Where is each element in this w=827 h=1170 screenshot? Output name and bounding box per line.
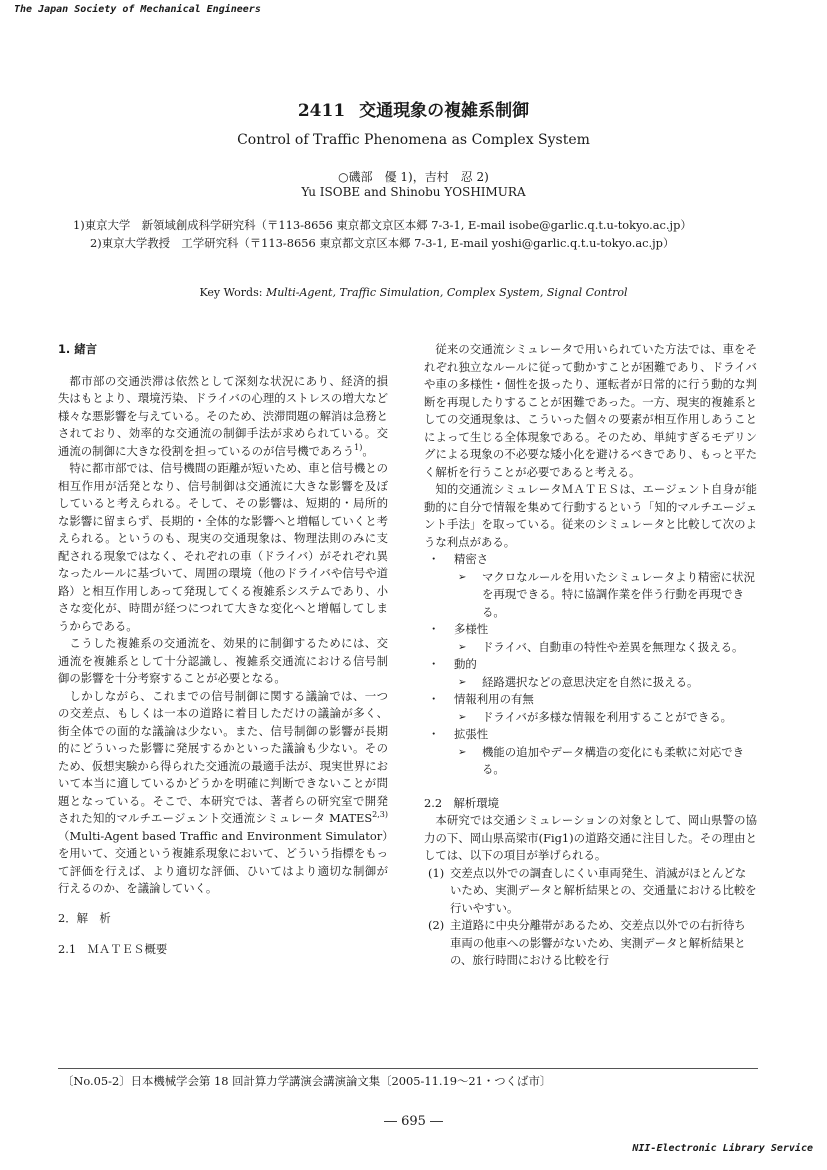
arrow-icon: ➢ (458, 571, 467, 583)
list-item: ・ 多様性 (428, 622, 489, 636)
paper-title (0, 96, 827, 121)
paragraph: 知的交通流シミュレータＭＡＴＥＳは、エージェント自身が能動的に自分で情報を集めて行動するという「知的マルチエージェント手法」を取っている。従来のシミュレータと比較して次のような利点がある。 (424, 482, 757, 549)
list-subitem: ➢ ドライバが多様な情報を利用することができる。 (458, 709, 757, 727)
authors-english: Yu ISOBE and Shinobu YOSHIMURA (301, 185, 526, 199)
numbered-item: (1) 交差点以外での調査しにくい車両発生、消滅がほとんどないため、実測データと解析結果との、交通量における比較を行いやすい。 (428, 865, 757, 915)
paragraph: 本研究では交通シミュレーションの対象として、岡山県警の協力の下、岡山県高梁市(Fig1)の道路交通に注目した。その理由としては、以下の項目が挙げられる。 (424, 813, 757, 862)
paragraph: 特に都市部では、信号機間の距離が短いため、車と信号機との相互作用が活発となり、信号制御は交通流に大きな影響を及ぼしていると考えられる。そして、その影響は、短期的・局所的な影響に留まらず、長期的・全体的な影響へと増幅していくと考えられる。というのも、現実の交通現象は、物理法則のみに支配される現象ではなく、それぞれの車（ドライバ）がそれぞれ異なったルールに基づいて、周囲の環境（他のドライバや信号や道路）と相互作用しあって発現してくる複雑系システムであり、小さな変化が、時間が経つにつれて大きな変化へと增幅してしまうからである。 (58, 461, 388, 633)
list-subitem: ➢ マクロなルールを用いたシミュレータより精密に状況を再現できる。特に協調作業を伴う行動を再現できる。 (458, 569, 757, 622)
paragraph: こうした複雑系の交通流を、効果的に制御するためには、交通流を複雑系として十分認識し、複雑系交通流における信号制御の影響を十分考察することが必要となる。 (58, 636, 388, 685)
keywords (0, 286, 827, 299)
list-item: ・ 精密さ (428, 552, 489, 566)
list-subitem: ➢ 経路選択などの意思決定を自然に扱える。 (458, 674, 757, 692)
page-number: ― 695 ― (383, 1114, 444, 1129)
paragraph: 都市部の交通渋滞は依然として深刻な状況にあり、経済的損失はもとより、環境汚染、ドライバの心理的ストレスの増大など様々な悪影響を与えている。そのため、渋滞問題の解消は急務とされており、効率的な交通流の制御手法が求められている。交通流の制御に大きな役割を担っているのが信号機であろう$^{1)}$。 (58, 373, 388, 458)
affiliation-1: 1)東京大学 新領域創成科学研究科（〒113-8656 東京都文京区本郷 7-3-1, E-mail isobe@garlic.q.t.u-tokyo.ac.jp） (73, 218, 692, 232)
footer-divider (58, 1068, 758, 1069)
numbered-item: (2) 主道路に中央分離帯があるため、交差点以外での右折待ち車両の他車への影響がないため、実測データと解析結果との、旅行時間における比較を行 (428, 918, 746, 967)
left-column (58, 341, 388, 959)
list-item: ・ 拡張性 (428, 727, 489, 741)
arrow-icon: ➢ (458, 641, 467, 653)
list-subitem: ➢ 機能の追加やデータ構造の変化にも柔軟に対応できる。 (458, 744, 757, 779)
section-2-1-heading: 2.1 ＭＡＴＥＳ概要 (58, 942, 168, 956)
section-1-heading: 1. 緒言 (58, 342, 97, 356)
list-subitem: ➢ ドライバ、自動車の特性や差異を無理なく扱える。 (458, 639, 757, 657)
arrow-icon: ➢ (458, 711, 467, 723)
paragraph: しかしながら、これまでの信号制御に関する議論では、一つの交差点、もしくは一本の道路に着目しただけの議論が多く、街全体での面的な議論は少ない。また、信号制御の影響が長期的にどういった影響に発展するかといった議論も少ない。そのため、仮想実験から得られた交通流の最適手法が、現実世界において本当に適しているかどうかを明確に判断できないことが問題となっている。そこで、本研究では、著者らの研究室で開発された知的マルチエージェント交通流シミュレータ MATES$^{2,3)}$（Multi-Agent based Traffic and Environment Simulator）を用いて、交通という複雑系現象において、どういう指標をもって評価を行えば、より適切な評価、ひいてはより適切な制御が行えるのか、を議論していく。 (58, 688, 388, 895)
title-english: Control of Traffic Phenomena as Complex System (237, 132, 590, 148)
library-service-footer: NII-Electronic Library Service (632, 1143, 813, 1154)
list-item: ・ 動的 (428, 657, 477, 671)
authors-japanese: ○磯部 優 1)，吉村 忍 2) (338, 170, 489, 184)
publisher-header: The Japan Society of Mechanical Engineers (14, 4, 261, 15)
paragraph: 従来の交通流シミュレータで用いられていた方法では、車をそれぞれ独立なルールに従って動かすことが困難であり、ドライバや車の多様性・個性を扱ったり、運転者が日常的に行う動的な判断を再現したりすることが困難であった。一方、現実的複雑系としての交通現象は、こういった個々の要素が相互作用しあうことによって生じる全体現象である。そのため、単純すぎるモデリングによる現象の不必要な矮小化を避けるべきであり、もっと平たく解析を行うことが必要であると考える。 (424, 342, 757, 479)
section-2-2-heading: 2.2 解析環境 (424, 795, 500, 810)
title-japanese: 交通現象の複雑系制御 (359, 101, 530, 121)
arrow-icon: ➢ (458, 746, 467, 758)
list-item: ・ 情報利用の有無 (428, 692, 534, 706)
keywords-value: Multi-Agent, Traffic Simulation, Complex System, Signal Control (265, 286, 628, 299)
proceedings-footer: 〔No.05-2〕日本機械学会第 18 回計算力学講演会講演論文集〔2005-11.19～21・つくば市〕 (62, 1074, 552, 1088)
right-column (424, 341, 757, 970)
section-2-heading: 2．解 析 (58, 910, 111, 925)
affiliation-2: 2)東京大学教授 工学研究科（〒113-8656 東京都文京区本郷 7-3-1, E-mail yoshi@garlic.q.t.u-tokyo.ac.jp） (90, 236, 675, 250)
arrow-icon: ➢ (458, 676, 467, 688)
keywords-label: Key Words: (199, 286, 266, 299)
paper-number: 2411 (297, 101, 346, 121)
